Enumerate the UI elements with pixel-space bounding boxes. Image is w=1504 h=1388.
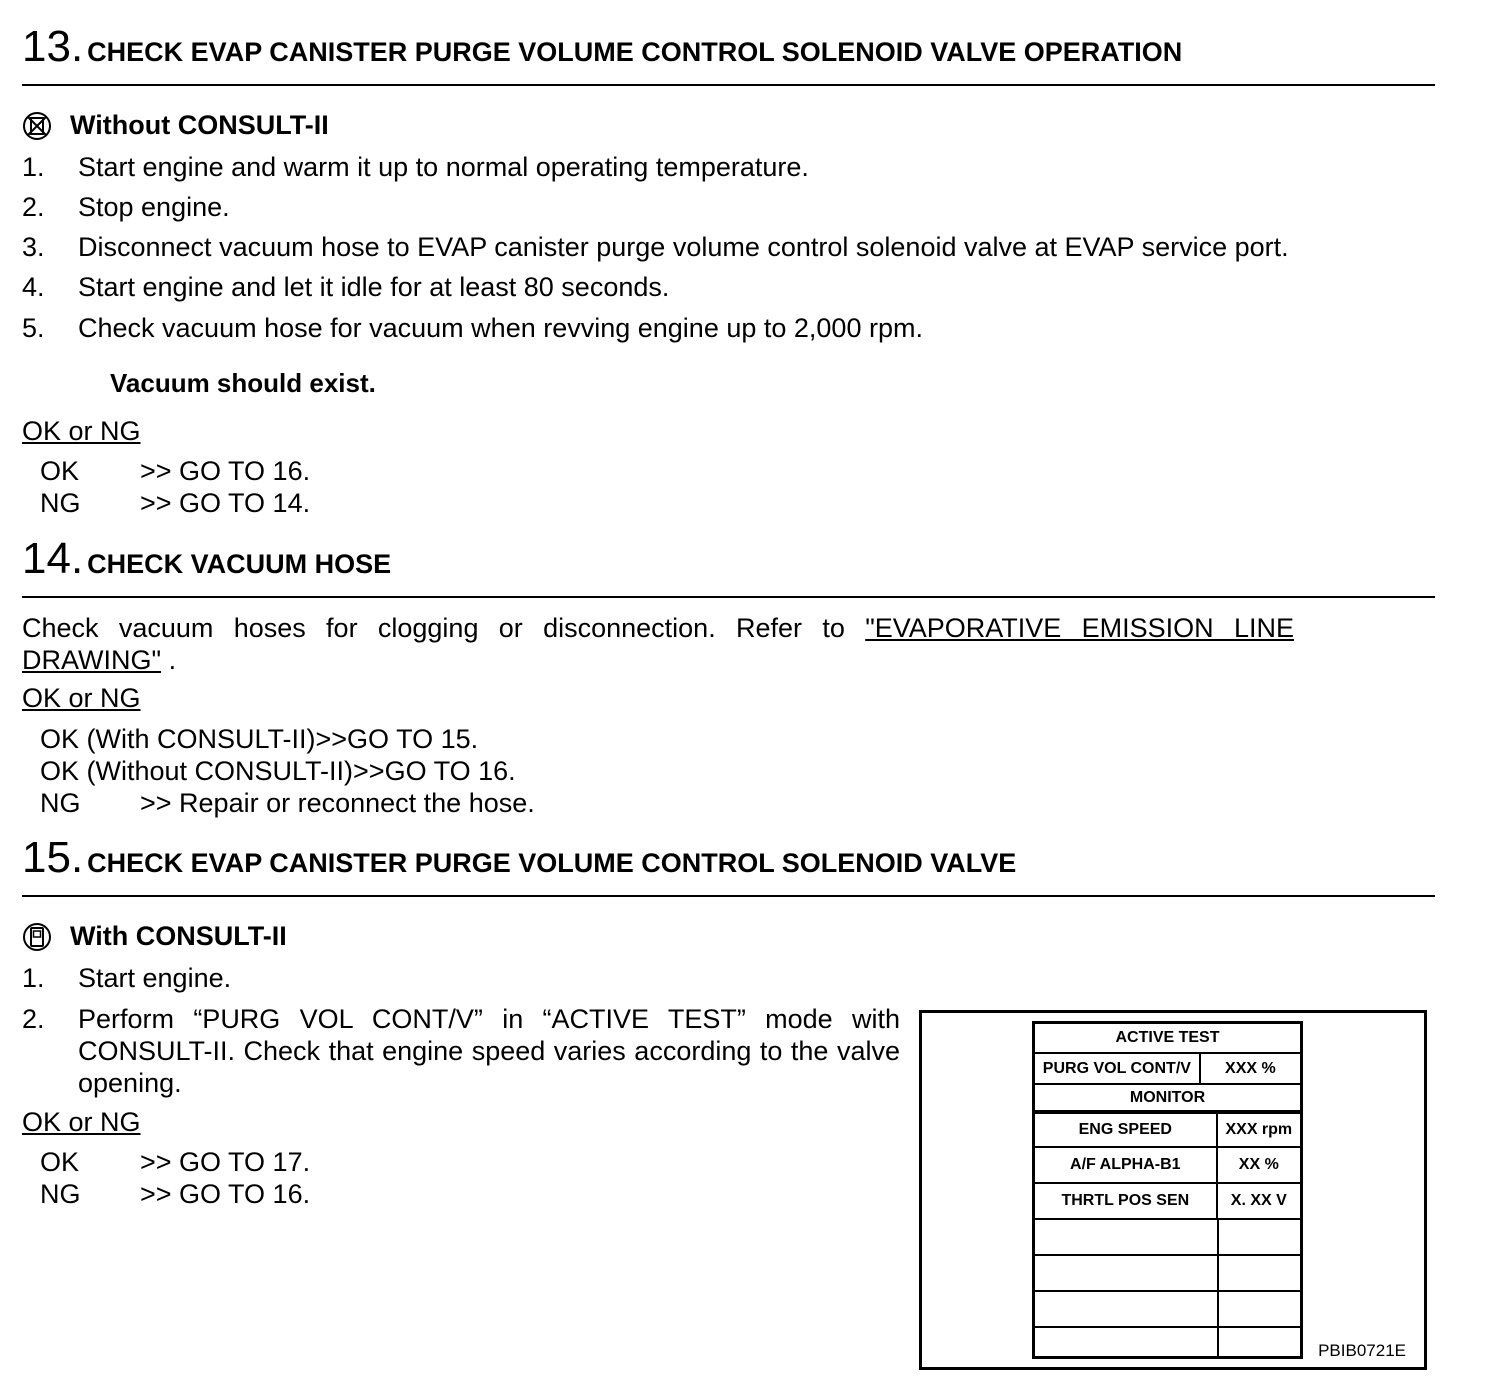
monitor-header: MONITOR	[1035, 1085, 1300, 1112]
test-item-row: PURG VOL CONT/V XXX %	[1035, 1054, 1300, 1085]
section-heading: CHECK VACUUM HOSE	[87, 549, 392, 579]
no-consult-icon	[22, 111, 52, 141]
step-item: 4. Start engine and let it idle for at least 80 seconds.	[22, 272, 670, 302]
step-item: 1. Start engine.	[22, 963, 232, 993]
step-item: 3. Disconnect vacuum hose to EVAP canister purge volume control solenoid valve at EVAP service port.	[22, 232, 1289, 262]
consult-screen	[1032, 1021, 1303, 1359]
divider	[22, 84, 1435, 86]
monitor-row-empty	[1035, 1292, 1300, 1328]
section-14-title	[22, 534, 391, 584]
result-ok-with-consult: OK (With CONSULT-II)>>GO TO 15.	[40, 724, 479, 754]
section-13-title	[22, 22, 1182, 72]
result-ng: NG >> Repair or reconnect the hose.	[40, 788, 535, 818]
monitor-row-empty	[1035, 1328, 1300, 1356]
active-test-header: ACTIVE TEST	[1035, 1024, 1300, 1054]
ok-or-ng-label: OK or NG	[22, 683, 141, 713]
consult-icon	[22, 922, 52, 952]
with-consult-subhead	[22, 921, 287, 952]
section-heading: CHECK EVAP CANISTER PURGE VOLUME CONTROL SOLENOID VALVE OPERATION	[87, 37, 1183, 67]
evaporative-emission-link[interactable]: "EVAPORATIVE EMISSION LINE DRAWING"	[22, 613, 1294, 675]
ok-or-ng-label: OK or NG	[22, 416, 141, 446]
monitor-row-empty	[1035, 1220, 1300, 1256]
section-number: 15.	[22, 833, 84, 882]
subhead-label: With CONSULT-II	[70, 921, 287, 951]
result-ok-without-consult: OK (Without CONSULT-II)>>GO TO 16.	[40, 756, 516, 786]
monitor-row: ENG SPEED XXX rpm	[1035, 1112, 1300, 1148]
section-heading: CHECK EVAP CANISTER PURGE VOLUME CONTROL SOLENOID VALVE	[87, 848, 1017, 878]
result-ng: NG >> GO TO 14.	[40, 488, 311, 518]
step-item: 2. Stop engine.	[22, 192, 230, 222]
divider	[22, 596, 1435, 598]
section-15-title	[22, 833, 1016, 883]
section-14-paragraph: Check vacuum hoses for clogging or disconnection. Refer to "EVAPORATIVE EMISSION LINE DRAWING" .	[22, 613, 1294, 675]
without-consult-subhead	[22, 110, 329, 141]
result-ok: OK >> GO TO 16.	[40, 456, 311, 486]
ok-or-ng-label: OK or NG	[22, 1107, 141, 1137]
subhead-label: Without CONSULT-II	[70, 110, 329, 140]
step-item: 5. Check vacuum hose for vacuum when revving engine up to 2,000 rpm.	[22, 313, 923, 343]
consult-screen-figure	[919, 1010, 1427, 1370]
monitor-row: A/F ALPHA-B1 XX %	[1035, 1148, 1300, 1184]
result-ng: NG >> GO TO 16.	[40, 1179, 311, 1209]
section-number: 14.	[22, 534, 84, 583]
step-item: 1. Start engine and warm it up to normal operating temperature.	[22, 152, 809, 182]
step-item: 2. Perform “PURG VOL CONT/V” in “ACTIVE TEST” mode with CONSULT-II. Check that engine speed varies according to the valve opening.	[22, 1004, 900, 1098]
section-number: 13.	[22, 22, 84, 71]
monitor-row-empty	[1035, 1256, 1300, 1292]
spec-note: Vacuum should exist.	[110, 368, 376, 398]
divider	[22, 895, 1435, 897]
result-ok: OK >> GO TO 17.	[40, 1147, 311, 1177]
monitor-row: THRTL POS SEN X. XX V	[1035, 1184, 1300, 1220]
figure-caption: PBIB0721E	[1318, 1341, 1406, 1360]
